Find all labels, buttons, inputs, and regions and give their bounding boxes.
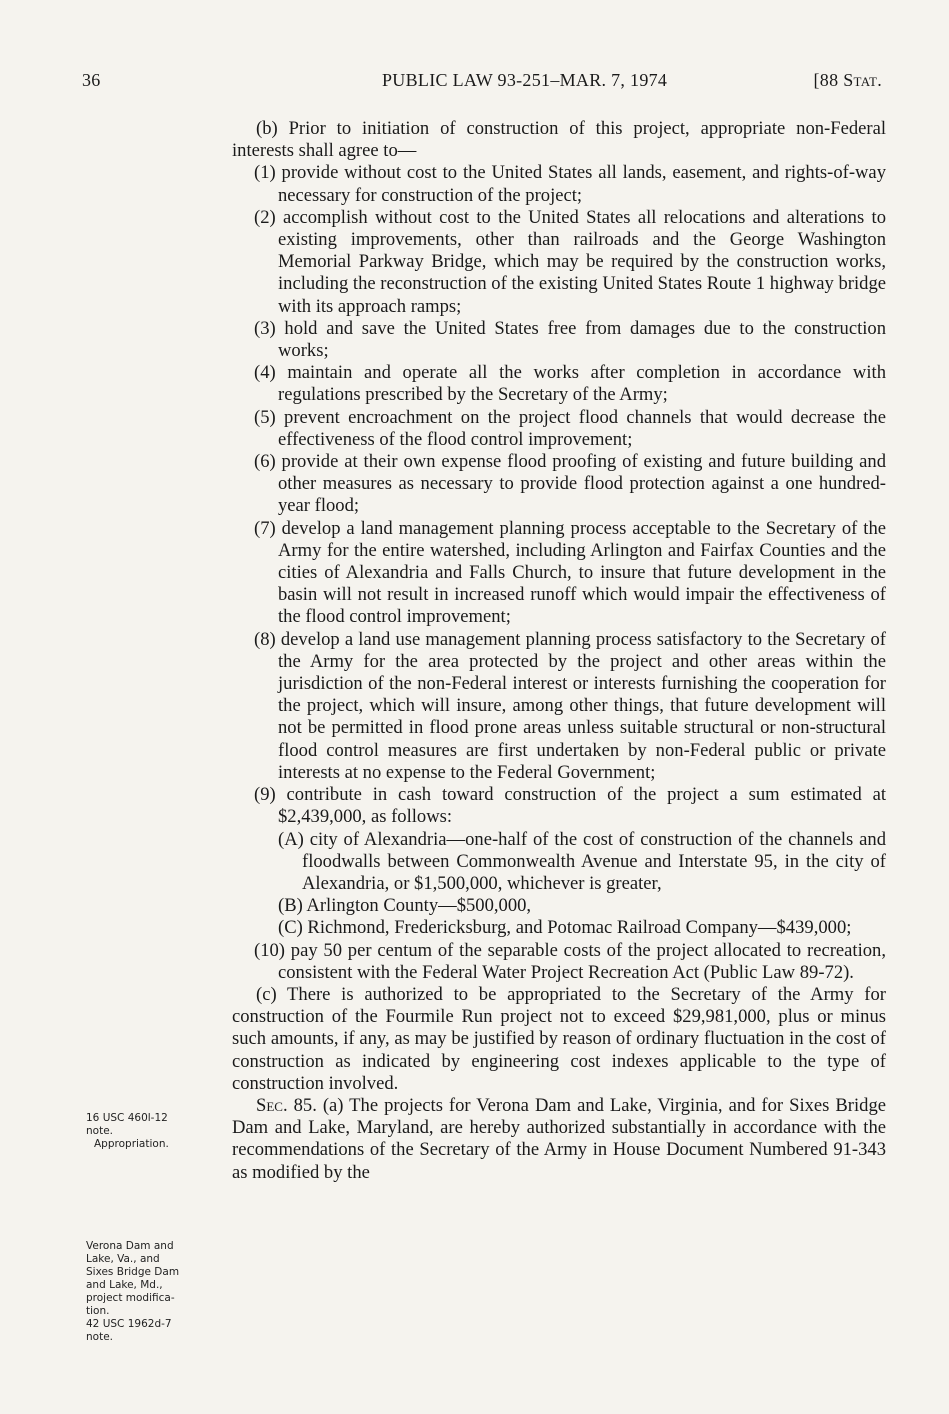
margin-note-line: note. xyxy=(86,1331,113,1343)
margin-note-line: 16 USC 460l-12 xyxy=(86,1112,168,1124)
paragraph-c: (c) There is authorized to be appropriated to the Secretary of the Army for construction of the Fourmile Run project not to exceed $29,981,000, plus or minus such amounts, if any, as may be justified by reason of ordinary fluctuation in the cost of construction as indicated by engineering cost indexes applicable to the type of construction involved. xyxy=(232,983,886,1094)
clause-7: (7) develop a land management planning process acceptable to the Secretary of the Army for the entire watershed, including Arlington and Fairfax Counties and the cities of Alexandria and Falls Church, to insure that future development in the basin will not result in increased runoff which would impair the effectiveness of the flood control improvement; xyxy=(254,517,886,628)
margin-note-line: Sixes Bridge Dam xyxy=(86,1266,180,1278)
page-number: 36 xyxy=(82,70,101,90)
paragraph-b-intro: (b) Prior to initiation of construction of this project, appropriate non-Federal interests shall agree to— xyxy=(232,118,886,162)
clause-2: (2) accomplish without cost to the United States all relocations and alterations to existing improvements, other than railroads and the George Washington Memorial Parkway Bridge, which may be required by the construction works, including the reconstruction of the existing United States Route 1 highway bridge with its approach ramps; xyxy=(254,206,886,317)
clause-4: (4) maintain and operate all the works after completion in accordance with regulations prescribed by the Secretary of the Army; xyxy=(254,362,886,406)
subclause-a: (A) city of Alexandria—one-half of the cost of construction of the channels and floodwalls between Commonwealth Avenue and Interstate 95, in the city of Alexandria, or $1,500,000, whichever is greater, xyxy=(278,828,886,894)
running-head xyxy=(82,70,882,96)
section-label: Sec. 85. xyxy=(256,1094,317,1116)
margin-note-line: note. xyxy=(86,1125,113,1137)
margin-note-line: Appropriation. xyxy=(94,1138,169,1150)
page-title: PUBLIC LAW 93-251–MAR. 7, 1974 xyxy=(382,70,668,90)
margin-note-line: tion. xyxy=(86,1305,110,1317)
section-85-text: (a) The projects for Verona Dam and Lake, Virginia, and for Sixes Bridge Dam and Lake, Maryland, are hereby authorized substantially in accordance with the recommendations of the Secretary of the Army in House Document Numbered 91-343 as modified by the xyxy=(232,1094,887,1183)
clause-10: (10) pay 50 per centum of the separable costs of the project allocated to recreation, consistent with the Federal Water Project Recreation Act (Public Law 89-72). xyxy=(254,939,886,983)
margin-note-appropriation xyxy=(86,1112,228,1151)
clause-8: (8) develop a land use management planning process satisfactory to the Secretary of the Army for the area protected by the project and other areas within the jurisdiction of the non-Federal interest or interests furnishing the cooperation for the project, which will insure, among other things, that future development will not be permitted in flood prone areas unless suitable structural or non-structural flood control measures are first undertaken by non-Federal public or private interests at no expense to the Federal Government; xyxy=(254,628,886,783)
margin-note-verona-sixes xyxy=(86,1240,228,1344)
clause-9: (9) contribute in cash toward construction of the project a sum estimated at $2,439,000, as follows: xyxy=(254,784,886,828)
clause-5: (5) prevent encroachment on the project flood channels that would decrease the effectiveness of the flood control improvement; xyxy=(254,406,886,450)
margin-note-line: Lake, Va., and xyxy=(86,1253,160,1265)
margin-note-line: 42 USC 1962d-7 xyxy=(86,1318,172,1330)
subclause-b: (B) Arlington County—$500,000, xyxy=(278,895,532,917)
subclause-c: (C) Richmond, Fredericksburg, and Potomac Railroad Company—$439,000; xyxy=(278,917,852,939)
body-text xyxy=(232,118,886,1184)
clause-1: (1) provide without cost to the United States all lands, easement, and rights-of-way necessary for construction of the project; xyxy=(254,162,886,206)
margin-note-line: and Lake, Md., xyxy=(86,1279,163,1291)
statute-reference: [88 Stat. xyxy=(813,70,882,90)
section-85 xyxy=(232,1095,886,1184)
clause-3: (3) hold and save the United States free from damages due to the construction works; xyxy=(254,317,886,362)
margin-note-line: project modifica- xyxy=(86,1292,175,1304)
clause-6: (6) provide at their own expense flood proofing of existing and future building and other measures as necessary to provide flood protection against a one hundred-year flood; xyxy=(254,451,886,517)
margin-note-line: Verona Dam and xyxy=(86,1240,174,1252)
